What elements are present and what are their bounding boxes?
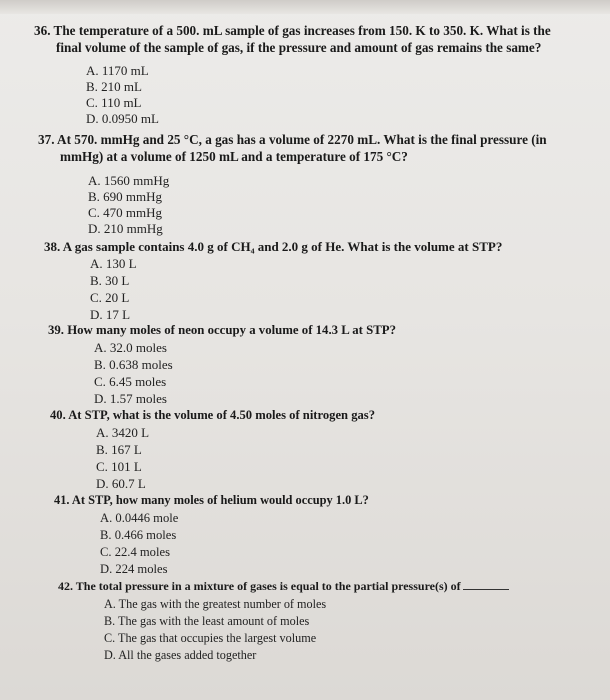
q42-option-b[interactable]: B. The gas with the least amount of moles [104, 614, 310, 628]
q38-option-c[interactable]: C. 20 L [90, 290, 130, 305]
q38-option-a[interactable]: A. 130 L [90, 256, 137, 271]
q42-option-a[interactable]: A. The gas with the greatest number of moles [104, 597, 327, 611]
question-36-line1: 36. The temperature of a 500. mL sample of gas increases from 150. K to 350. K. What is the [34, 23, 551, 38]
question-37-line2: mmHg) at a volume of 1250 mL and a temperature of 175 °C? [60, 149, 408, 164]
q41-option-d[interactable]: D. 224 moles [100, 562, 168, 576]
q40-option-c[interactable]: C. 101 L [96, 459, 142, 474]
q36-option-a[interactable]: A. 1170 mL [86, 63, 149, 78]
page-top-edge [0, 0, 610, 14]
question-36 [34, 22, 551, 56]
question-38-line1: 38. A gas sample contains 4.0 g of CH₄ and 2.0 g of He. What is the volume at STP? [44, 239, 503, 254]
q38-option-d[interactable]: D. 17 L [90, 307, 131, 322]
q36-option-c[interactable]: C. 110 mL [86, 95, 142, 110]
question-38 [44, 238, 502, 255]
question-40-line1: 40. At STP, what is the volume of 4.50 moles of nitrogen gas? [50, 408, 375, 422]
question-41-line1: 41. At STP, how many moles of helium would occupy 1.0 L? [54, 493, 369, 507]
question-39-line1: 39. How many moles of neon occupy a volume of 14.3 L at STP? [48, 323, 397, 337]
question-40 [50, 407, 375, 424]
q36-option-d[interactable]: D. 0.0950 mL [86, 111, 159, 126]
q37-option-d[interactable]: D. 210 mmHg [88, 221, 163, 236]
question-39 [48, 322, 396, 339]
q40-option-d[interactable]: D. 60.7 L [96, 476, 146, 491]
q36-option-b[interactable]: B. 210 mL [86, 79, 142, 94]
question-37-line1: 37. At 570. mmHg and 25 °C, a gas has a volume of 2270 mL. What is the final pressure (in [38, 132, 547, 147]
q37-option-a[interactable]: A. 1560 mmHg [88, 173, 170, 188]
q39-option-c[interactable]: C. 6.45 moles [94, 374, 167, 389]
q40-option-a[interactable]: A. 3420 L [96, 425, 150, 440]
q39-option-a[interactable]: A. 32.0 moles [94, 340, 167, 355]
q38-option-b[interactable]: B. 30 L [90, 273, 130, 288]
q39-option-b[interactable]: B. 0.638 moles [94, 357, 173, 372]
q42-option-c[interactable]: C. The gas that occupies the largest volume [104, 631, 317, 645]
q39-option-d[interactable]: D. 1.57 moles [94, 391, 167, 406]
answer-blank [463, 579, 509, 590]
q41-option-b[interactable]: B. 0.466 moles [100, 528, 177, 542]
question-36-line2: final volume of the sample of gas, if the pressure and amount of gas remains the same? [56, 40, 542, 55]
q42-option-d[interactable]: D. All the gases added together [104, 648, 257, 662]
q37-option-b[interactable]: B. 690 mmHg [88, 189, 163, 204]
question-42 [58, 578, 509, 595]
q41-option-c[interactable]: C. 22.4 moles [100, 545, 170, 559]
q41-option-a[interactable]: A. 0.0446 mole [100, 511, 179, 525]
question-41 [54, 492, 369, 509]
q40-option-b[interactable]: B. 167 L [96, 442, 142, 457]
q37-option-c[interactable]: C. 470 mmHg [88, 205, 163, 220]
question-42-line1: 42. The total pressure in a mixture of gases is equal to the partial pressure(s) of [58, 579, 461, 593]
question-37 [38, 131, 547, 165]
